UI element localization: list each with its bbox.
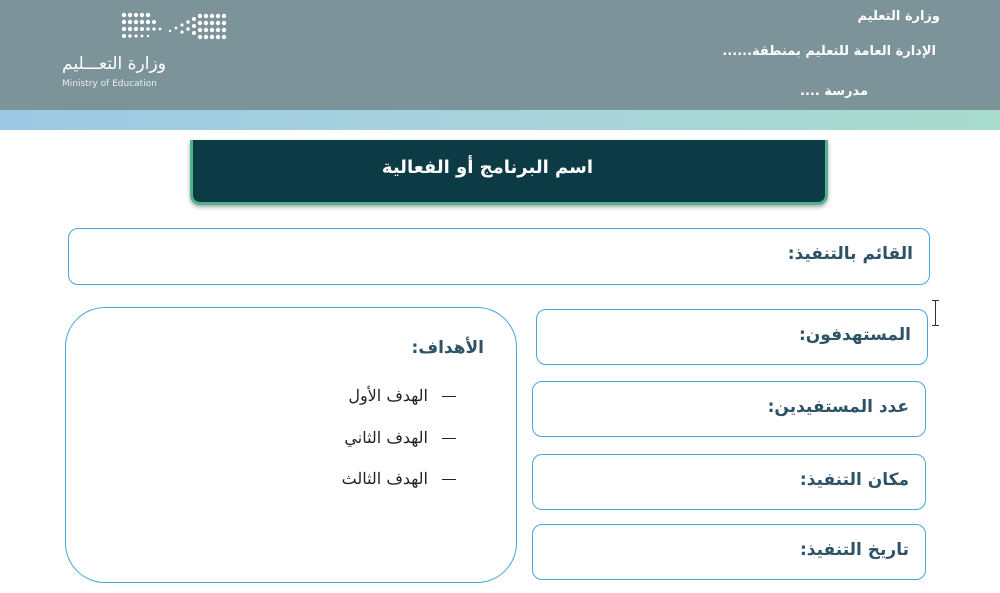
directorate-name: الإدارة العامة للتعليم بمنطقة...... xyxy=(722,44,936,59)
goal-item xyxy=(342,469,456,488)
beneficiaries-count-label: عدد المستفيدين: xyxy=(767,397,909,417)
ministry-logo xyxy=(60,10,240,95)
program-title-banner xyxy=(190,140,828,205)
goal-item-text: الهدف الثاني xyxy=(344,428,428,447)
goals-title: الأهداف: xyxy=(411,338,484,358)
ministry-logo-dots-icon xyxy=(118,10,228,50)
goal-item-text: الهدف الثالث xyxy=(341,469,428,488)
goal-item xyxy=(348,386,456,405)
executor-field[interactable] xyxy=(68,228,930,285)
ministry-name: وزارة التعليم xyxy=(857,9,940,24)
execution-place-label: مكان التنفيذ: xyxy=(799,470,909,490)
header-gradient-stripe xyxy=(0,110,1000,130)
goal-item xyxy=(344,428,456,447)
execution-place-field[interactable] xyxy=(532,454,926,510)
ministry-logo-english: Ministry of Education xyxy=(62,79,157,89)
school-name: مدرسة .... xyxy=(800,84,868,99)
page-header xyxy=(0,0,1000,110)
execution-date-field[interactable] xyxy=(532,524,926,580)
target-audience-field[interactable] xyxy=(536,309,928,365)
execution-date-label: تاريخ التنفيذ: xyxy=(800,540,909,560)
beneficiaries-count-field[interactable] xyxy=(532,381,926,437)
target-audience-label: المستهدفون: xyxy=(799,325,911,345)
program-title: اسم البرنامج أو الفعالية xyxy=(381,157,593,178)
text-cursor-icon xyxy=(935,300,936,326)
ministry-logo-arabic: وزارة التعـــليم xyxy=(62,54,166,74)
goal-item-text: الهدف الأول xyxy=(348,386,428,405)
goals-box[interactable] xyxy=(65,307,517,583)
executor-label: القائم بالتنفيذ: xyxy=(787,244,913,264)
